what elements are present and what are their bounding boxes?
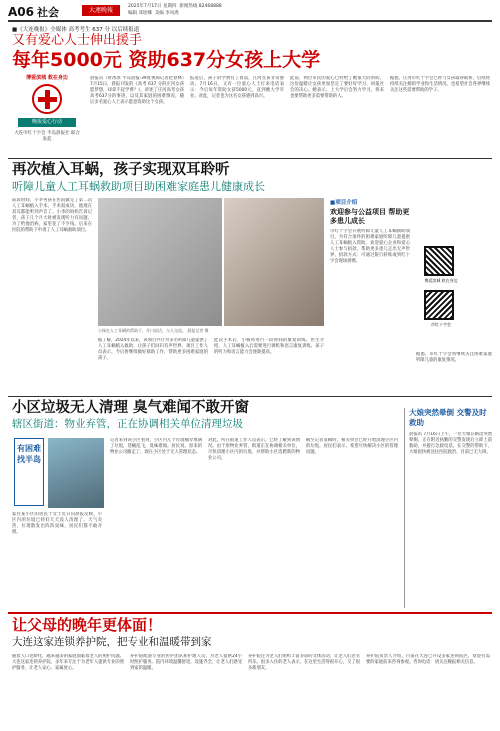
story2-column-2: 据了解，2024年以来，该项目共计为多名听障儿童提供了人工耳蜗植入救助，让孩子们回归有声世界。项目工作人员表示，今后将继续做好救助工作，帮助更多困难家庭的孩子。 <box>98 338 208 361</box>
story2-side-text: 据悉，市红十字会将继续关注困难家庭听障儿童的康复情况。 <box>416 352 492 363</box>
story3-column-3: 对此，所在街道工作人员表示，已经了解到该情况。由于原物业弃管，街道正在协调相关单位，尽快清理小区内的垃圾，并帮助小区选聘新的物业公司。 <box>208 438 300 461</box>
story3-subheadline: 辖区街道：物业弃管，正在协调相关单位清理垃圾 <box>12 418 243 430</box>
story4-column-4: 养护院负责人介绍，目前在大连已开设多家连锁院区，欢迎有需要的家庭前来咨询参观。咨询电话：请关注晚报相关信息。 <box>366 654 490 665</box>
story2-column-3: 此次手术后，小杨将进行一段时间的康复训练。医生介绍，人工耳蜗植入后需要进行调机和语言康复训练，孩子的听力和语言能力会逐渐提高。 <box>214 338 324 355</box>
story2-subheadline: 听障儿童人工耳蜗救助项目助困难家庭患儿健康成长 <box>12 180 265 193</box>
divider-2 <box>8 396 492 397</box>
reporter-tag <box>14 438 44 506</box>
box-tag: ■项目介绍 <box>330 200 358 206</box>
qr-area <box>416 198 492 348</box>
story4-column-1: 随着人口老龄化，越来越多的家庭面临着老人的照护问题。大连这家连锁养护院，多年来专注于为老年人提供专业的照护服务，让老人安心、家属放心。 <box>12 654 124 671</box>
qr-label-2: 市红十字会 <box>431 322 451 327</box>
story1-headline-top: 又有爱心人士伸出援手 <box>12 33 143 48</box>
story3-column-4: 截至记者发稿时，相关单位已经开始清理小区内的垃圾。居民们表示，希望尽快解决小区的管理问题。 <box>306 438 398 455</box>
photo-caption: 小杨在人工耳蜗的帮助下，开口说话，与人交流。 晨报记者 摄 <box>98 328 209 333</box>
badge-subtitle: 晚报爱心行动 <box>18 118 76 127</box>
charity-badge <box>10 74 84 156</box>
story1-column-1: 晨报讯（时冰冰 半岛晨报·39度视频记者赵春林）7月15日，晨报刊发的《高考 637 分的庄河女孩愿梦想，却拿不起学费？》，讲述了庄河高考女孩高考637分的事迹，以及其家庭的困难情况，随后多名爱心人士表示愿意资助这个女孩。 <box>90 76 184 105</box>
side-brief <box>404 408 492 608</box>
story4-headline: 让父母的晚年更体面！ <box>12 616 163 634</box>
reporter-tag-text: 有困难 找半岛 <box>17 444 41 464</box>
project-info-box <box>330 198 410 394</box>
divider-1 <box>8 158 492 159</box>
story3-column-1: 家住某小区的居民于女士近日向晨报反映，小区内的垃圾已经好几天没人清理了。天气炎热，垃圾散发出阵阵臭味，居民们都不敢开窗。 <box>12 512 102 535</box>
story2-column-1: 前段时间，小李男孩在医院做完了第二次人工耳蜗植入手术。手术很成功，他现在双耳都能听到声音了。小李的妈妈告诉记者，孩子几个月大时被发现听力有问题，为了给他治病，家里花了不少钱。后来在医院的帮助下申请了人工耳蜗救助项目。 <box>12 198 92 233</box>
side-brief-text: 晨报讯 7月16日上午，一位大娘在路边突然晕倒，正在附近执勤的交警发现后立即上前救助，并拨打急救电话。在交警的帮助下，大娘很快被送往医院救治，目前已无大碍。 <box>409 432 492 455</box>
story1-kicker: ■《大连晚报》全媒体 高考考生 637 分 以后续报道 <box>12 27 140 33</box>
box-text: 市红十字会开展听障儿童人工耳蜗救助项目，为符合条件的困难家庭听障儿童提供人工耳蜗植入资助。欢迎爱心企业和爱心人士参与捐款，帮助更多患儿走出无声世界。捐款方式：可通过银行转账或到红十字会现场捐赠。 <box>330 229 410 264</box>
red-cross-icon <box>32 84 62 114</box>
qr-code-2-icon <box>424 290 454 320</box>
story1-column-3: 此前，两位市民的爱心已经给了她很大的帮助。这份温暖让女孩更加坚定了要好好学习、回报社会的决心。她表示，上大学后会努力学习，将来也要帮助更多需要帮助的人。 <box>290 76 384 99</box>
story4-column-3: 养护院还为老人们组织丰富多彩的文体活动，让老人们老有所乐。很多入住的老人表示，在这里生活得很开心，交了很多新朋友。 <box>248 654 360 671</box>
page-number: A06 社会 <box>8 5 59 19</box>
qr-label-1: 博爱滨城 救在身边 <box>424 278 458 283</box>
badge-slogan: 博爱滨城 救在身边 <box>26 75 68 81</box>
story4-column-2: 养护院配备专业的医护团队和护理人员，为老人提供24小时照护服务。院内环境温馨舒适，设施齐全，让老人们感受到家的温暖。 <box>130 654 242 671</box>
story1-headline-main: 每年5000元 资助637分女孩上大学 <box>12 49 321 71</box>
story2-photo-right <box>224 198 324 326</box>
header-rule <box>8 20 492 22</box>
story4-subheadline: 大连这家连锁养护院，把专业和温暖带到家 <box>12 636 212 648</box>
story1-column-2: 报道后，孩子的学费有了着落，庄河女孩非常感动。7月16日，又有一位爱心人士打来电话表示：今后每年资助女孩5000元，直到她大学毕业。对此，记者也为这名女孩感到高兴。 <box>190 76 284 99</box>
story1-column-4: 据悉，庄河市红十字会已经与女孩取得联系，后续将持续关注她的学业和生活情况。也希望社会各界继续关注这些需要帮助的学子。 <box>390 76 490 93</box>
qr-code-icon <box>424 246 454 276</box>
story2-photo-left <box>98 198 222 326</box>
newspaper-logo: 大連晩報 <box>82 5 120 16</box>
badge-sponsor: 大连市红十字会 半岛晨报社 联合发起 <box>14 131 80 142</box>
story3-headline: 小区垃圾无人清理 臭气难闻不敢开窗 <box>12 400 250 416</box>
story3-photo <box>48 438 104 508</box>
side-brief-title: 大娘突然晕倒 交警及时救助 <box>409 408 487 427</box>
story2-headline: 再次植入耳蜗，孩子实现双耳聆听 <box>12 162 230 178</box>
date-line: 2025年7月17日 星期四 新闻热线 82468888 <box>128 4 222 9</box>
story3-column-2: 记者来到该小区看到，小区内几个垃圾桶旁堆满了垃圾，苍蝇乱飞，臭味难闻。居民说，原来的物业公司撤走了，现在小区处于无人管理状态。 <box>110 438 202 455</box>
box-title: 欢迎参与公益项目 帮助更多患儿成长 <box>330 208 410 225</box>
editor-line: 编辑 邓瑶娜 美编 李凤禹 <box>128 11 179 16</box>
divider-3 <box>8 612 492 614</box>
section-name: 社会 <box>37 6 59 19</box>
